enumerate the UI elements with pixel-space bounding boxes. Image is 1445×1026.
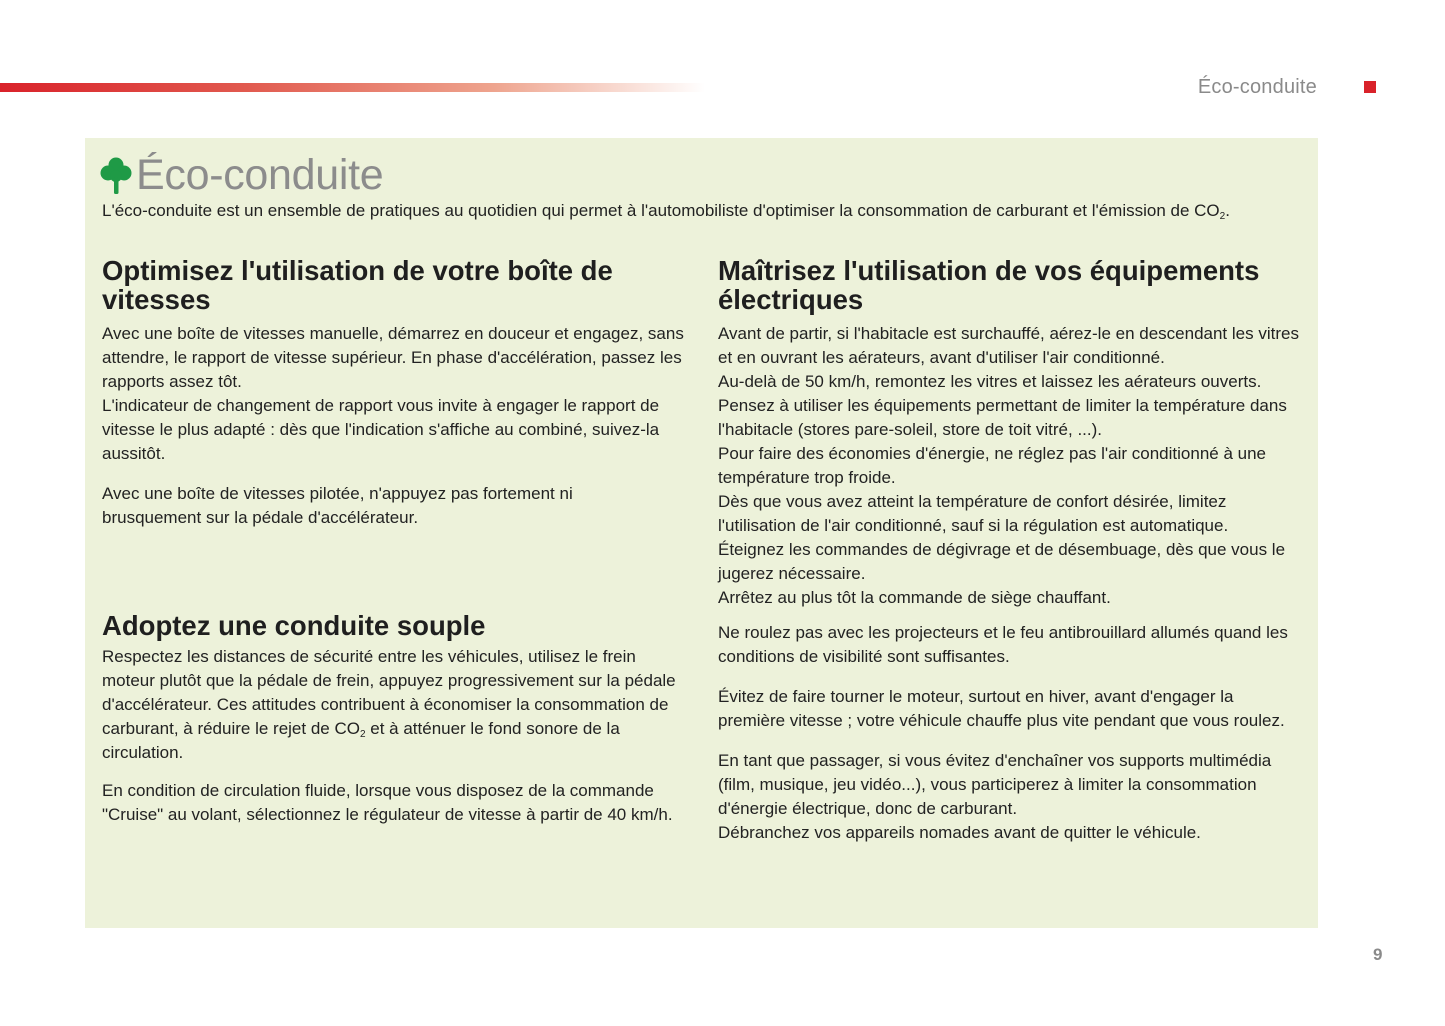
- section-heading-smooth-driving: Adoptez une conduite souple: [102, 610, 486, 641]
- electrical-paragraph-4: Pour faire des économies d'énergie, ne réglez pas l'air conditionné à une température trop froide.: [718, 444, 1267, 487]
- page-title-row: [100, 150, 383, 200]
- electrical-paragraph-8: Ne roulez pas avec les projecteurs et le feu antibrouillard allumés quand les conditions de visibilité sont suffisantes.: [718, 623, 1288, 666]
- electrical-paragraph-9: Évitez de faire tourner le moteur, surtout en hiver, avant d'engager la première vitesse ; votre véhicule chauffe plus vite pendant que vous roulez.: [718, 687, 1285, 730]
- intro-end: .: [1225, 201, 1230, 220]
- intro-subscript: 2: [1219, 211, 1226, 222]
- gearbox-paragraph-1: Avec une boîte de vitesses manuelle, démarrez en douceur et engagez, sans attendre, le rapport de vitesse supérieur. En phase d'accélération, passez les rapports assez tôt.: [102, 324, 684, 391]
- electrical-paragraph-11: Débranchez vos appareils nomades avant de quitter le véhicule.: [718, 823, 1201, 842]
- electrical-paragraph-2: Au-delà de 50 km/h, remontez les vitres et laissez les aérateurs ouverts.: [718, 372, 1262, 391]
- header-section-label: Éco-conduite: [1197, 76, 1317, 98]
- electrical-paragraph-5: Dès que vous avez atteint la température de confort désirée, limitez l'utilisation de l'air conditionné, sauf si la régulation est automatique.: [718, 492, 1229, 535]
- intro-text: L'éco-conduite est un ensemble de pratiques au quotidien qui permet à l'automobiliste d'optimiser la consommation de carburant et l'émission de CO: [102, 201, 1220, 220]
- section-heading-electrical: Maîtrisez l'utilisation de vos équipements électriques: [718, 255, 1260, 315]
- section-smooth-driving: [102, 611, 687, 827]
- gearbox-paragraph-2: L'indicateur de changement de rapport vous invite à engager le rapport de vitesse le plus adapté : dès que l'indication s'affiche au combiné, suivez-la aussitôt.: [102, 396, 660, 463]
- header-accent-bar: [0, 83, 705, 92]
- smooth-paragraph-1-text: Respectez les distances de sécurité entre les véhicules, utilisez le frein moteur plutôt que la pédale de frein, appuyez progressivement sur la pédale d'accélérateur. Ces attitudes contribuent à économiser la consommation de carburant, à réduire le rejet de CO: [102, 647, 676, 738]
- electrical-paragraph-7: Arrêtez au plus tôt la commande de siège chauffant.: [718, 588, 1111, 607]
- header-marker-square: [1364, 81, 1376, 93]
- intro-paragraph: [102, 199, 1277, 223]
- smooth-paragraph-2: En condition de circulation fluide, lorsque vous disposez de la commande "Cruise" au volant, sélectionnez le régulateur de vitesse à partir de 40 km/h.: [102, 781, 673, 824]
- page-number: 9: [1373, 945, 1383, 964]
- electrical-paragraph-3: Pensez à utiliser les équipements permettant de limiter la température dans l'habitacle (stores pare-soleil, store de toit vitré, ...).: [718, 396, 1287, 439]
- electrical-paragraph-1: Avant de partir, si l'habitacle est surchauffé, aérez-le en descendant les vitres et en ouvrant les aérateurs, avant d'utiliser l'air conditionné.: [718, 324, 1299, 367]
- clover-icon: [100, 155, 132, 195]
- electrical-paragraph-10: En tant que passager, si vous évitez d'enchaîner vos supports multimédia (film, musique, jeu vidéo...), vous participerez à limiter la consommation d'énergie électrique, donc de carburant.: [718, 751, 1272, 818]
- page-title: Éco-conduite: [136, 151, 384, 199]
- section-heading-gearbox: Optimisez l'utilisation de votre boîte de vitesses: [102, 255, 613, 315]
- smooth-subscript: 2: [359, 729, 366, 740]
- section-electrical: [718, 256, 1303, 845]
- smooth-paragraph-1: [102, 645, 687, 765]
- gearbox-paragraph-3: Avec une boîte de vitesses pilotée, n'appuyez pas fortement ni brusquement sur la pédale d'accélérateur.: [102, 484, 573, 527]
- smooth-paragraph-1-end: et à atténuer le fond sonore de la circulation.: [102, 719, 620, 762]
- electrical-paragraph-6: Éteignez les commandes de dégivrage et de désembuage, dès que vous le jugerez nécessaire.: [718, 540, 1286, 583]
- section-gearbox: [102, 256, 687, 530]
